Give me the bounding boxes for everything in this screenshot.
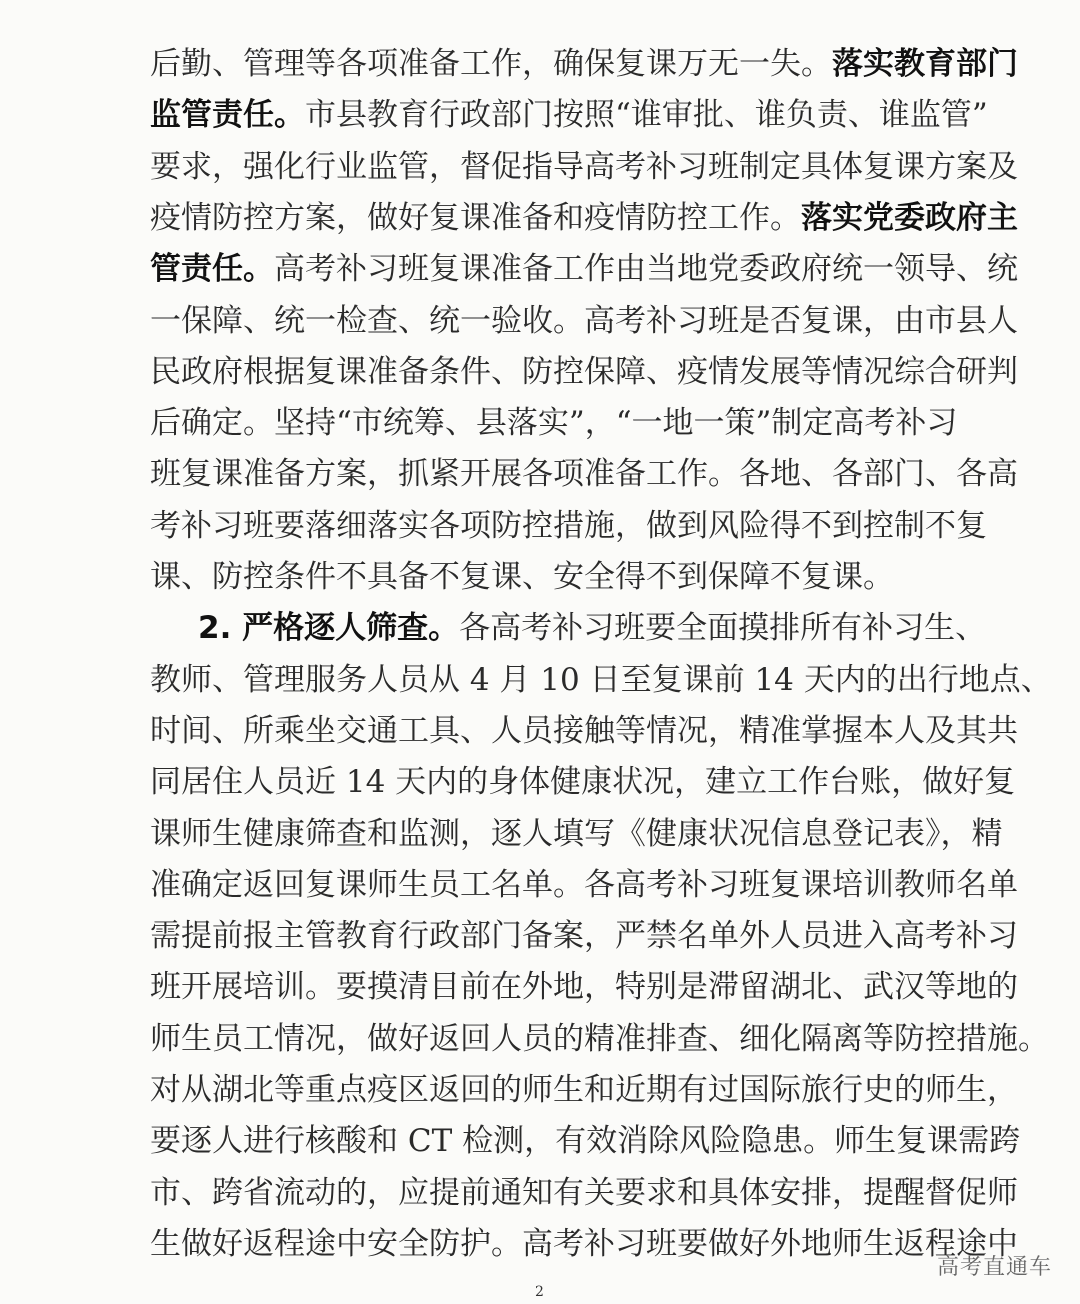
text-line xyxy=(150,1068,1018,1112)
text-line xyxy=(150,93,988,137)
text-line xyxy=(150,863,1018,907)
text-line xyxy=(150,760,1016,804)
body-text: 市、跨省流动的，应提前通知有关要求和具体安排，提醒督促师 xyxy=(150,1174,1018,1211)
bold-heading-text: 监管责任。 xyxy=(150,97,305,134)
body-text: 各高考补习班要全面摸排所有补习生、 xyxy=(459,610,987,647)
body-text: 同居住人员近 14 天内的身体健康状况，建立工作台账，做好复 xyxy=(150,764,1016,801)
body-text: 后确定。坚持“市统筹、县落实”，“一地一策”制定高考补习 xyxy=(150,405,958,442)
text-line xyxy=(150,1119,1021,1163)
body-text: 后勤、管理等各项准备工作，确保复课万无一失。 xyxy=(150,46,832,82)
text-line xyxy=(150,965,1018,1009)
text-line xyxy=(150,452,1018,496)
text-line xyxy=(150,658,1052,702)
text-line xyxy=(198,606,987,650)
text-line xyxy=(150,247,1018,291)
body-text: 高考补习班复课准备工作由当地党委政府统一领导、统 xyxy=(274,251,1018,288)
bold-heading-text: 管责任。 xyxy=(150,251,274,288)
page-number: 2 xyxy=(535,1284,544,1300)
text-line xyxy=(150,709,1018,753)
bold-heading-text: 落实党委政府主 xyxy=(801,199,1018,236)
text-line xyxy=(150,196,1018,240)
body-text: 要求，强化行业监管，督促指导高考补习班制定具体复课方案及 xyxy=(150,148,1018,185)
bold-heading-text: 2. 严格逐人筛查。 xyxy=(198,610,460,647)
body-text: 时间、所乘坐交通工具、人员接触等情况，精准掌握本人及其共 xyxy=(150,712,1018,749)
text-line xyxy=(150,1017,1049,1061)
body-text: 师生员工情况，做好返回人员的精准排查、细化隔离等防控措施。 xyxy=(150,1020,1049,1057)
body-text: 一保障、统一检查、统一验收。高考补习班是否复课，由市县人 xyxy=(150,302,1018,339)
text-line xyxy=(150,350,1018,394)
text-line xyxy=(150,504,987,548)
body-text: 教师、管理服务人员从 4 月 10 日至复课前 14 天内的出行地点、 xyxy=(150,661,1052,698)
body-text: 要逐人进行核酸和 CT 检测，有效消除风险隐患。师生复课需跨 xyxy=(150,1123,1021,1160)
body-text: 课师生健康筛查和监测，逐人填写《健康状况信息登记表》，精 xyxy=(150,815,1003,852)
text-line xyxy=(150,555,956,599)
body-text: 班开展培训。要摸清目前在外地，特别是滞留湖北、武汉等地的 xyxy=(150,969,1018,1006)
text-line xyxy=(150,1222,1018,1266)
bold-heading-text: 落实教育部门 xyxy=(832,46,1018,82)
text-line xyxy=(150,42,1018,86)
text-line xyxy=(150,299,1018,343)
body-text: 疫情防控方案，做好复课准备和疫情防控工作。 xyxy=(150,199,801,236)
body-text: 民政府根据复课准备条件、防控保障、疫情发展等情况综合研判 xyxy=(150,353,1018,390)
body-text: 课、防控条件不具备不复课、安全得不到保障不复课。 xyxy=(150,559,894,595)
body-text: 准确定返回复课师生员工名单。各高考补习班复课培训教师名单 xyxy=(150,866,1018,903)
text-line xyxy=(150,914,1018,958)
body-text: 班复课准备方案，抓紧开展各项准备工作。各地、各部门、各高 xyxy=(150,456,1018,493)
body-text: 对从湖北等重点疫区返回的师生和近期有过国际旅行史的师生， xyxy=(150,1072,1018,1108)
text-line xyxy=(150,1171,1018,1215)
text-line xyxy=(150,401,956,445)
text-line xyxy=(150,812,1003,856)
text-line xyxy=(150,145,1018,189)
body-text: 生做好返程途中安全防护。高考补习班要做好外地师生返程途中 xyxy=(150,1225,1018,1262)
body-text: 市县教育行政部门按照“谁审批、谁负责、谁监管” xyxy=(305,97,988,134)
watermark: 高考直通车 xyxy=(936,1255,1052,1280)
body-text: 考补习班要落细落实各项防控措施，做到风险得不到控制不复 xyxy=(150,507,987,544)
body-text: 需提前报主管教育行政部门备案，严禁名单外人员进入高考补习 xyxy=(150,918,1018,955)
